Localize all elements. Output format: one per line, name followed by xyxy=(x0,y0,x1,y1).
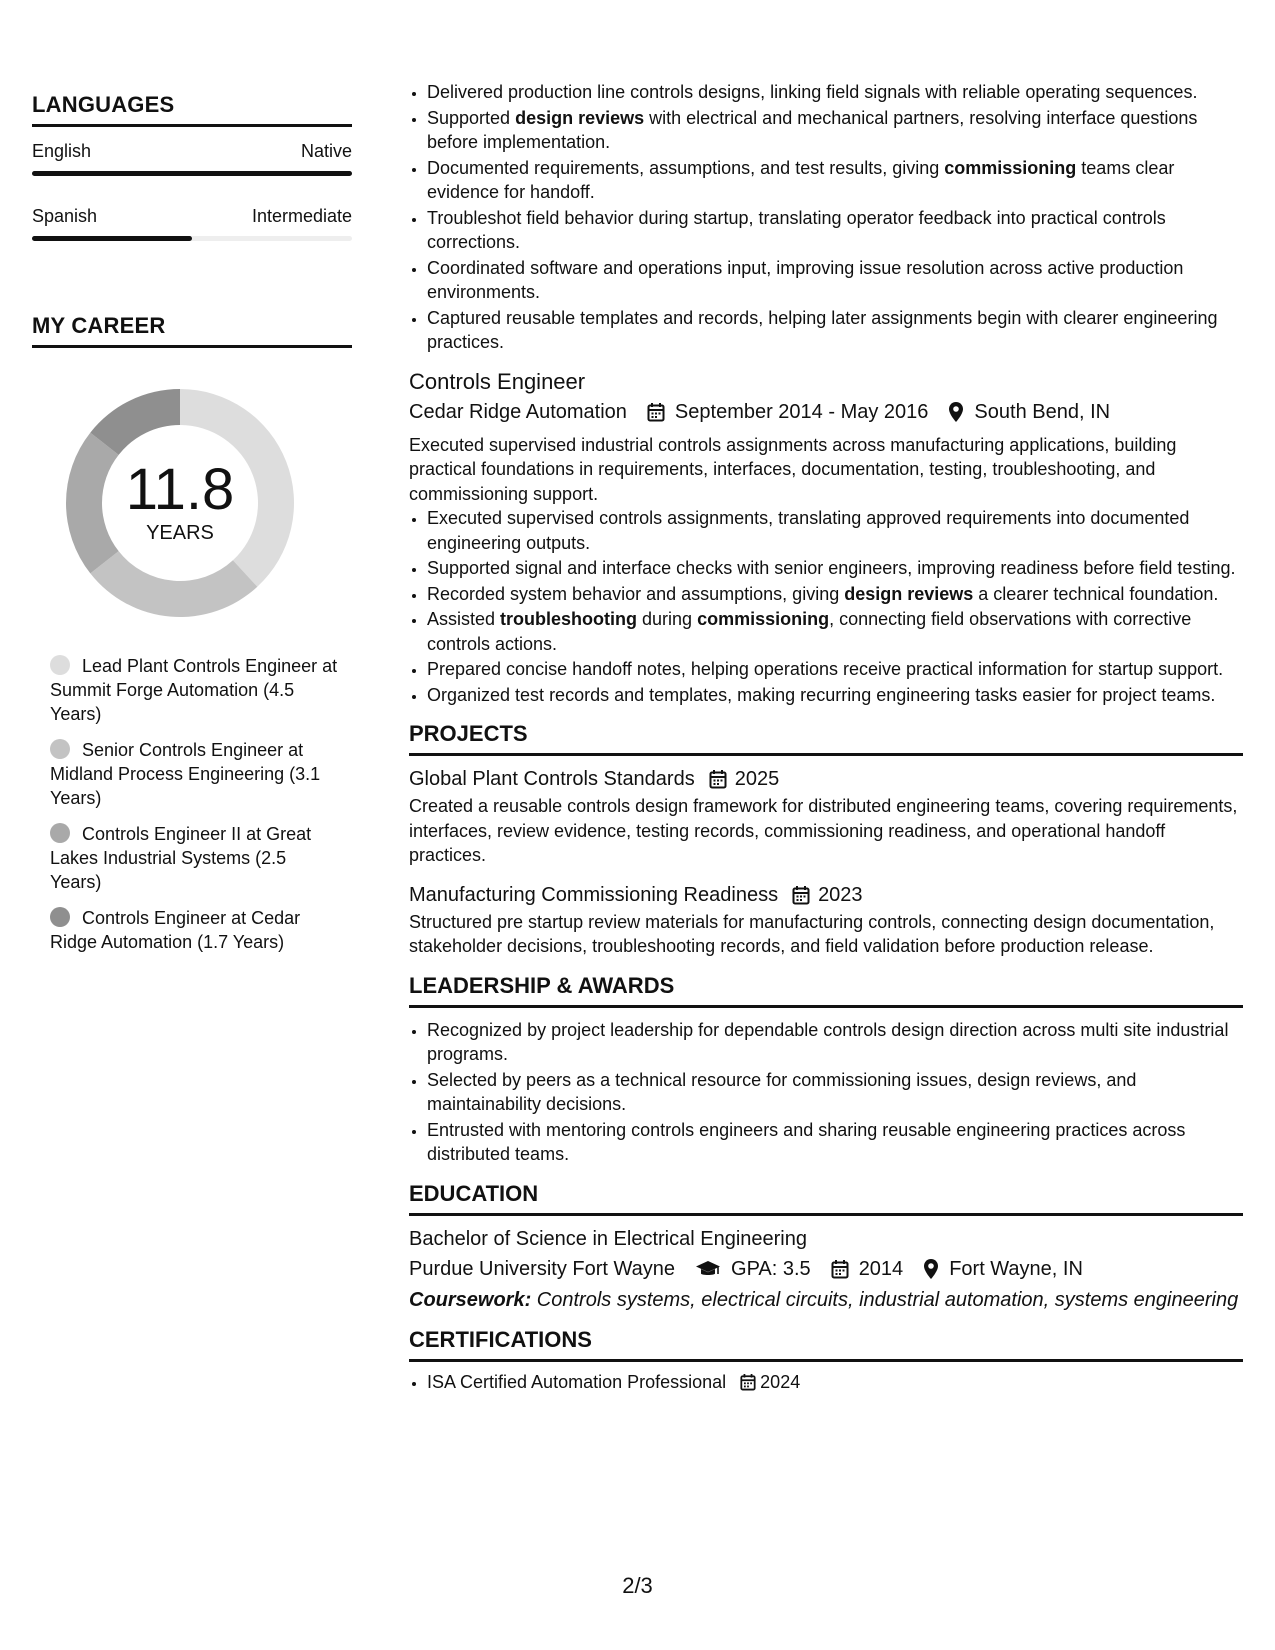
text-run: Delivered production line controls designs, linking field signals with reliable operating sequences. xyxy=(427,82,1198,102)
bold-keyword: commissioning xyxy=(944,157,1077,178)
legend-dot xyxy=(50,907,70,927)
text-run: Supported signal and interface checks with senior engineers, improving readiness before field testing. xyxy=(427,558,1236,578)
legend-dot xyxy=(50,823,70,843)
career-heading: MY CAREER xyxy=(32,313,166,338)
language-proficiency-bar xyxy=(32,236,352,241)
legend-item xyxy=(50,738,340,810)
section-divider xyxy=(409,1359,1243,1362)
coursework-label: Coursework: xyxy=(409,1288,532,1311)
project-year: 2025 xyxy=(734,768,780,790)
map-pin-icon xyxy=(948,401,964,423)
list-item xyxy=(427,306,1243,355)
languages-heading: LANGUAGES xyxy=(32,92,175,117)
text-run: during xyxy=(637,609,698,629)
legend-label: Controls Engineer at Cedar Ridge Automation (1.7 Years) xyxy=(50,908,301,952)
text-run: Executed supervised controls assignments, translating approved requirements into documented engineering outputs. xyxy=(427,508,1190,553)
education-school: Purdue University Fort Wayne xyxy=(409,1257,676,1280)
list-item xyxy=(427,1370,1243,1395)
education-heading: EDUCATION xyxy=(409,1180,539,1206)
certifications-list xyxy=(409,1370,1243,1395)
language-proficiency-fill xyxy=(32,171,352,176)
sidebar xyxy=(32,92,352,966)
bold-keyword: troubleshooting xyxy=(500,609,638,629)
job-dates: September 2014 - May 2016 xyxy=(674,400,929,423)
map-pin-icon xyxy=(923,1258,939,1280)
list-item xyxy=(427,556,1243,581)
leadership-heading: LEADERSHIP & AWARDS xyxy=(409,972,675,998)
calendar-icon xyxy=(831,1259,849,1279)
text-run: Documented requirements, assumptions, and test results, giving xyxy=(427,157,945,178)
leadership-list xyxy=(409,1018,1243,1167)
project-description: Structured pre startup review materials for manufacturing controls, connecting design documentation, stakeholder decisions, troubleshooting records, and field validation before production release. xyxy=(409,911,1215,956)
list-item: • Selected by peers as a technical resource for commissioning issues, design reviews, and maintainability decisions. xyxy=(427,1068,1243,1117)
list-item xyxy=(427,607,1243,656)
calendar-icon xyxy=(709,769,727,789)
list-item xyxy=(427,582,1243,607)
project-description: Created a reusable controls design framework for distributed engineering teams, covering requirements, interfaces, review evidence, testing records, commissioning readiness, and operational handoff practices. xyxy=(409,796,1238,865)
text-run: Recorded system behavior and assumptions, giving xyxy=(427,583,845,604)
language-name: Spanish xyxy=(32,206,98,226)
section-divider xyxy=(32,345,352,348)
text-run: Troubleshot field behavior during startup, translating operator feedback into practical controls corrections. xyxy=(427,207,1166,252)
list-item xyxy=(427,156,1243,205)
career-total-years: 11.8 xyxy=(125,456,235,522)
language-name: English xyxy=(32,141,92,161)
list-item xyxy=(427,506,1243,555)
education-year: 2014 xyxy=(858,1257,904,1280)
certifications-heading: CERTIFICATIONS xyxy=(409,1326,592,1352)
certification-name: • ISA Certified Automation Professional xyxy=(427,1371,727,1392)
section-divider xyxy=(32,124,352,127)
list-item xyxy=(427,683,1243,708)
project-year: 2023 xyxy=(818,883,863,906)
projects-heading: PROJECTS xyxy=(409,721,528,746)
legend-item xyxy=(50,906,340,954)
legend-label: Senior Controls Engineer at Midland Process Engineering (3.1 Years) xyxy=(50,740,321,808)
legend-label: Controls Engineer II at Great Lakes Industrial Systems (2.5 Years) xyxy=(50,824,312,892)
coursework-text: Controls systems, electrical circuits, industrial automation, systems engineering xyxy=(531,1288,1239,1311)
project-name: Global Plant Controls Standards xyxy=(409,768,695,790)
education-coursework xyxy=(409,1288,1243,1313)
text-run: Assisted xyxy=(427,609,501,629)
list-item xyxy=(427,256,1243,305)
list-item xyxy=(427,80,1243,105)
text-run: Supported xyxy=(427,107,516,128)
career-donut-chart xyxy=(65,388,295,618)
main-content xyxy=(409,80,1243,1395)
education-meta xyxy=(409,1254,1243,1284)
previous-job-bullets xyxy=(409,80,1243,355)
job-title: Controls Engineer xyxy=(409,368,586,394)
project-name: Manufacturing Commissioning Readiness xyxy=(409,883,779,906)
project-header xyxy=(409,764,1243,794)
language-level: Intermediate xyxy=(251,206,352,226)
text-run: , connecting field observations with corrective controls actions. xyxy=(427,609,1192,654)
bold-keyword: design reviews xyxy=(844,583,974,604)
calendar-icon xyxy=(647,402,665,422)
legend-dot xyxy=(50,655,70,675)
section-divider xyxy=(409,1213,1243,1216)
donut-center xyxy=(65,388,295,618)
education-degree: Bachelor of Science in Electrical Engineering xyxy=(409,1227,807,1250)
legend-dot xyxy=(50,739,70,759)
job-company: Cedar Ridge Automation xyxy=(409,400,627,423)
bold-keyword: commissioning xyxy=(697,609,830,629)
calendar-icon xyxy=(740,1373,756,1391)
text-run: Prepared concise handoff notes, helping operations receive practical information for startup support. xyxy=(427,659,1224,679)
job-location: South Bend, IN xyxy=(974,400,1111,423)
calendar-icon xyxy=(792,885,810,905)
legend-item xyxy=(50,822,340,894)
project-header xyxy=(409,880,1243,910)
page-number xyxy=(0,1573,1275,1599)
section-divider xyxy=(409,753,1243,756)
legend-item xyxy=(50,654,340,726)
bold-keyword: design reviews xyxy=(515,107,645,128)
language-proficiency-fill xyxy=(32,236,192,241)
certification-row xyxy=(427,1370,1243,1395)
career-legend xyxy=(50,654,340,954)
section-divider xyxy=(409,1005,1243,1008)
list-item xyxy=(427,106,1243,155)
job-summary: Executed supervised industrial controls assignments across manufacturing applications, building practical foundations in requirements, interfaces, documentation, testing, troubleshooting, and commissioning support. xyxy=(409,434,1177,504)
job-meta xyxy=(409,397,1243,427)
language-level: Native xyxy=(300,141,352,161)
text-run: with electrical and mechanical partners, resolving interface questions before implementation. xyxy=(427,107,1198,152)
education-location: Fort Wayne, IN xyxy=(949,1257,1083,1280)
list-item xyxy=(427,657,1243,682)
job-bullets xyxy=(409,506,1243,707)
text-run: a clearer technical foundation. xyxy=(973,583,1219,604)
list-item: • Entrusted with mentoring controls engineers and sharing reusable engineering practices across distributed teams. xyxy=(427,1118,1243,1167)
text-run: Coordinated software and operations input, improving issue resolution across active production environments. xyxy=(427,257,1184,302)
page-number-text: 2/3 xyxy=(622,1573,653,1598)
list-item xyxy=(427,206,1243,255)
certification-year: 2024 xyxy=(760,1371,801,1392)
text-run: Captured reusable templates and records, helping later assignments begin with clearer engineering practices. xyxy=(427,307,1218,352)
language-item xyxy=(32,206,352,227)
language-proficiency-bar xyxy=(32,171,352,176)
language-item xyxy=(32,141,352,162)
legend-label: Lead Plant Controls Engineer at Summit Forge Automation (4.5 Years) xyxy=(50,656,338,724)
career-total-unit: YEARS xyxy=(146,521,214,544)
graduation-cap-icon xyxy=(695,1259,721,1279)
text-run: teams clear evidence for handoff. xyxy=(427,157,1175,202)
education-gpa: GPA: 3.5 xyxy=(731,1257,811,1280)
text-run: Organized test records and templates, making recurring engineering tasks easier for project teams. xyxy=(427,684,1216,705)
list-item: • Recognized by project leadership for dependable controls design direction across multi site industrial programs. xyxy=(427,1018,1243,1067)
